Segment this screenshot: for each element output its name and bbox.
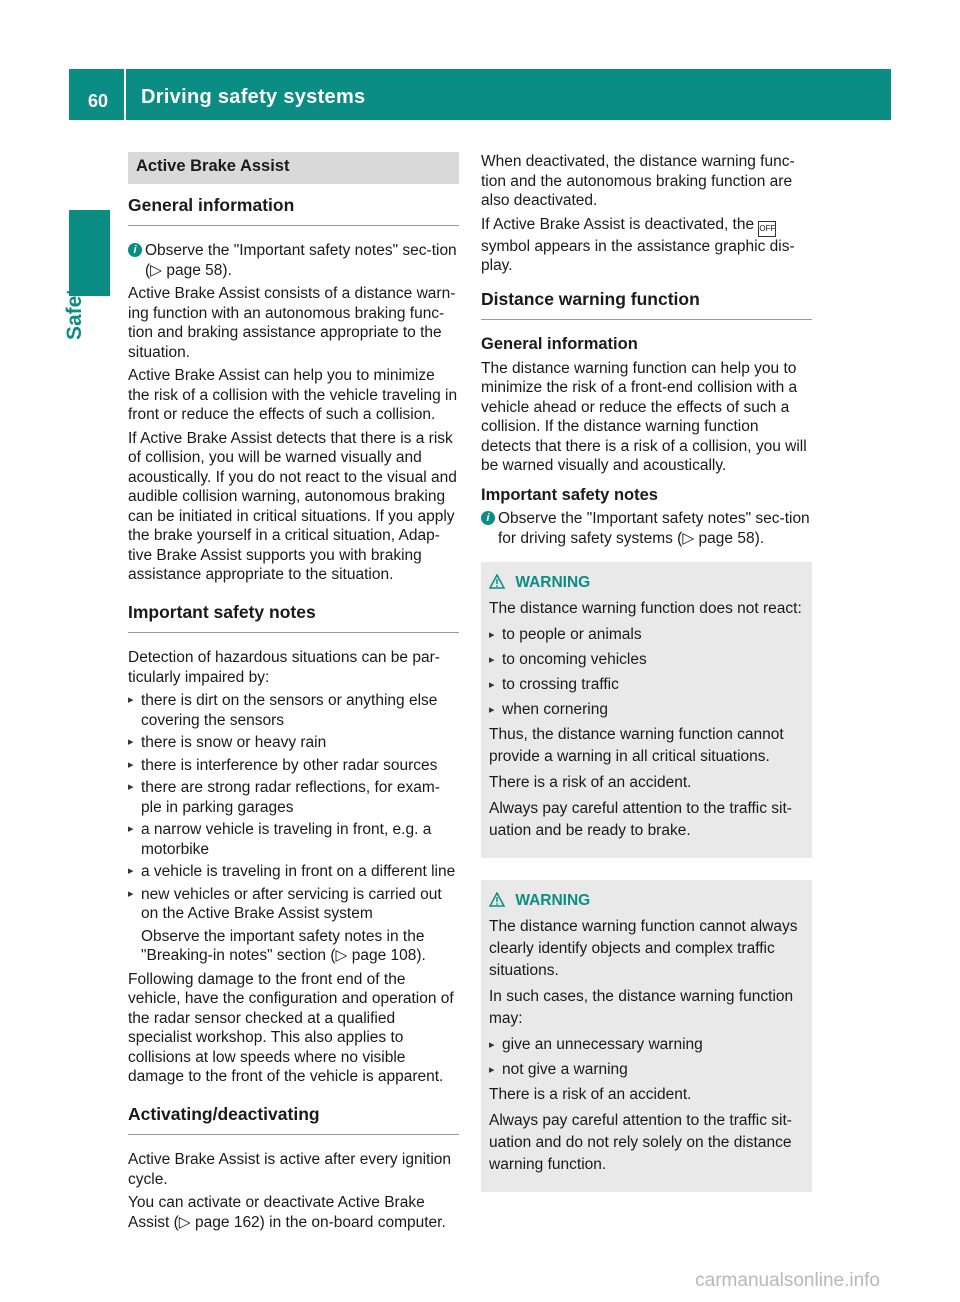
list-item: ▸ when cornering bbox=[489, 699, 804, 721]
paragraph: In such cases, the distance warning function may: bbox=[489, 988, 794, 1027]
list-item: ▸ to oncoming vehicles bbox=[489, 649, 804, 671]
info-note bbox=[128, 241, 459, 280]
warning-box bbox=[481, 562, 812, 858]
list-item: ▸ to crossing traffic bbox=[489, 674, 804, 696]
paragraph: Thus, the distance warning function cannot provide a warning in all critical situations. bbox=[489, 726, 784, 765]
safety-heading: Important safety notes bbox=[128, 603, 459, 634]
warning-title bbox=[489, 572, 804, 594]
warning-list bbox=[489, 1034, 804, 1081]
info-icon: i bbox=[128, 243, 142, 257]
list-item: ▸ there are strong radar reflections, for exam-ple in parking garages bbox=[128, 778, 459, 817]
paragraph: There is a risk of an accident. bbox=[489, 774, 692, 791]
paragraph: Active Brake Assist can help you to minimize the risk of a collision with the vehicle traveling in front or reduce the effects of such a collision. bbox=[128, 367, 458, 423]
abs-off-icon: OFF bbox=[758, 221, 776, 237]
left-column bbox=[128, 152, 459, 1236]
paragraph: Active Brake Assist is active after every ignition cycle. bbox=[128, 1151, 452, 1188]
list-item: ▸ to people or animals bbox=[489, 624, 804, 646]
paragraph: If Active Brake Assist detects that there is a risk of collision, you will be warned visually and acoustically. If you do not react to the visual and audible collision warning, autonomous braking can be initiated in critical situations. If you apply the brake yourself in a critical situation, Adap-tive Brake Assist supports you with braking assistance appropriate to the situation. bbox=[128, 429, 457, 583]
page-number: 60 bbox=[88, 91, 109, 111]
activating-heading: Activating/deactivating bbox=[128, 1105, 459, 1136]
watermark: carmanualsonline.info bbox=[695, 1270, 880, 1291]
paragraph: Always pay careful attention to the traffic sit-uation and do not rely solely on the distance warning function. bbox=[489, 1112, 792, 1173]
list-item: ▸ a vehicle is traveling in front on a different line bbox=[128, 862, 459, 882]
warning-box bbox=[481, 880, 812, 1192]
paragraph: You can activate or deactivate Active Brake Assist (▷ page 162) in the on-board computer. bbox=[128, 1194, 446, 1231]
list-item: ▸ give an unnecessary warning bbox=[489, 1034, 804, 1056]
list-item: ▸ new vehicles or after servicing is carried out on the Active Brake Assist system bbox=[128, 885, 459, 924]
text: symbol appears in the assistance graphic dis-play. bbox=[481, 237, 795, 274]
paragraph: When deactivated, the distance warning func-tion and the autonomous braking function are also deactivated. bbox=[481, 153, 795, 209]
list-item: ▸ there is snow or heavy rain bbox=[128, 733, 459, 753]
section-title: Active Brake Assist bbox=[128, 152, 459, 184]
warning-list bbox=[489, 624, 804, 721]
info-text: Observe the "Important safety notes" sec-tion (▷ page 58). bbox=[145, 242, 457, 279]
list-item: ▸ there is interference by other radar sources bbox=[128, 756, 459, 776]
paragraph: Detection of hazardous situations can be par-ticularly impaired by: bbox=[128, 649, 440, 686]
paragraph: The distance warning function can help you to minimize the risk of a front-end collision with a vehicle ahead or reduce the effects of such a collision. If the distance warning function detects that there is a risk of a collision, you will be warned visually and acoustically. bbox=[481, 359, 807, 474]
warning-title bbox=[489, 890, 804, 912]
list-item: ▸ there is dirt on the sensors or anything else covering the sensors bbox=[128, 691, 459, 730]
sub-note: Observe the important safety notes in the "Breaking-in notes" section (▷ page 108). bbox=[141, 927, 426, 964]
safety-list bbox=[128, 691, 459, 924]
info-icon: i bbox=[481, 511, 495, 525]
header-divider bbox=[124, 69, 126, 120]
info-text: Observe the "Important safety notes" sec-tion for driving safety systems (▷ page 58). bbox=[498, 510, 810, 547]
warning-triangle-icon bbox=[489, 574, 505, 589]
paragraph bbox=[481, 215, 812, 276]
warning-label: WARNING bbox=[515, 574, 591, 591]
paragraph: The distance warning function does not react: bbox=[489, 600, 802, 617]
paragraph: There is a risk of an accident. bbox=[489, 1086, 692, 1103]
paragraph: Always pay careful attention to the traffic sit-uation and be ready to brake. bbox=[489, 800, 792, 839]
side-tab-label: Safety bbox=[63, 276, 86, 340]
general-heading: General information bbox=[128, 196, 459, 227]
warning-triangle-icon bbox=[489, 892, 505, 907]
distance-warning-heading: Distance warning function bbox=[481, 290, 812, 321]
right-column bbox=[481, 152, 812, 1192]
list-item: ▸ a narrow vehicle is traveling in front, e.g. a motorbike bbox=[128, 820, 459, 859]
paragraph: Active Brake Assist consists of a distance warn-ing function with an autonomous braking func-tion and braking assistance appropriate to the situation. bbox=[128, 285, 456, 361]
general-info-heading: General information bbox=[481, 335, 638, 353]
safety-notes-heading: Important safety notes bbox=[481, 485, 658, 504]
paragraph: Following damage to the front end of the vehicle, have the configuration and operation of the radar sensor checked at a qualified specialist workshop. This also applies to collisions at low speeds where no visible damage to the front of the vehicle is apparent. bbox=[128, 970, 454, 1085]
page-title: Driving safety systems bbox=[141, 86, 366, 108]
info-note bbox=[481, 509, 812, 548]
paragraph: The distance warning function cannot always clearly identify objects and complex traffic situations. bbox=[489, 918, 798, 979]
warning-label: WARNING bbox=[515, 892, 591, 909]
text: If Active Brake Assist is deactivated, the bbox=[481, 215, 755, 233]
list-item: ▸ not give a warning bbox=[489, 1059, 804, 1081]
